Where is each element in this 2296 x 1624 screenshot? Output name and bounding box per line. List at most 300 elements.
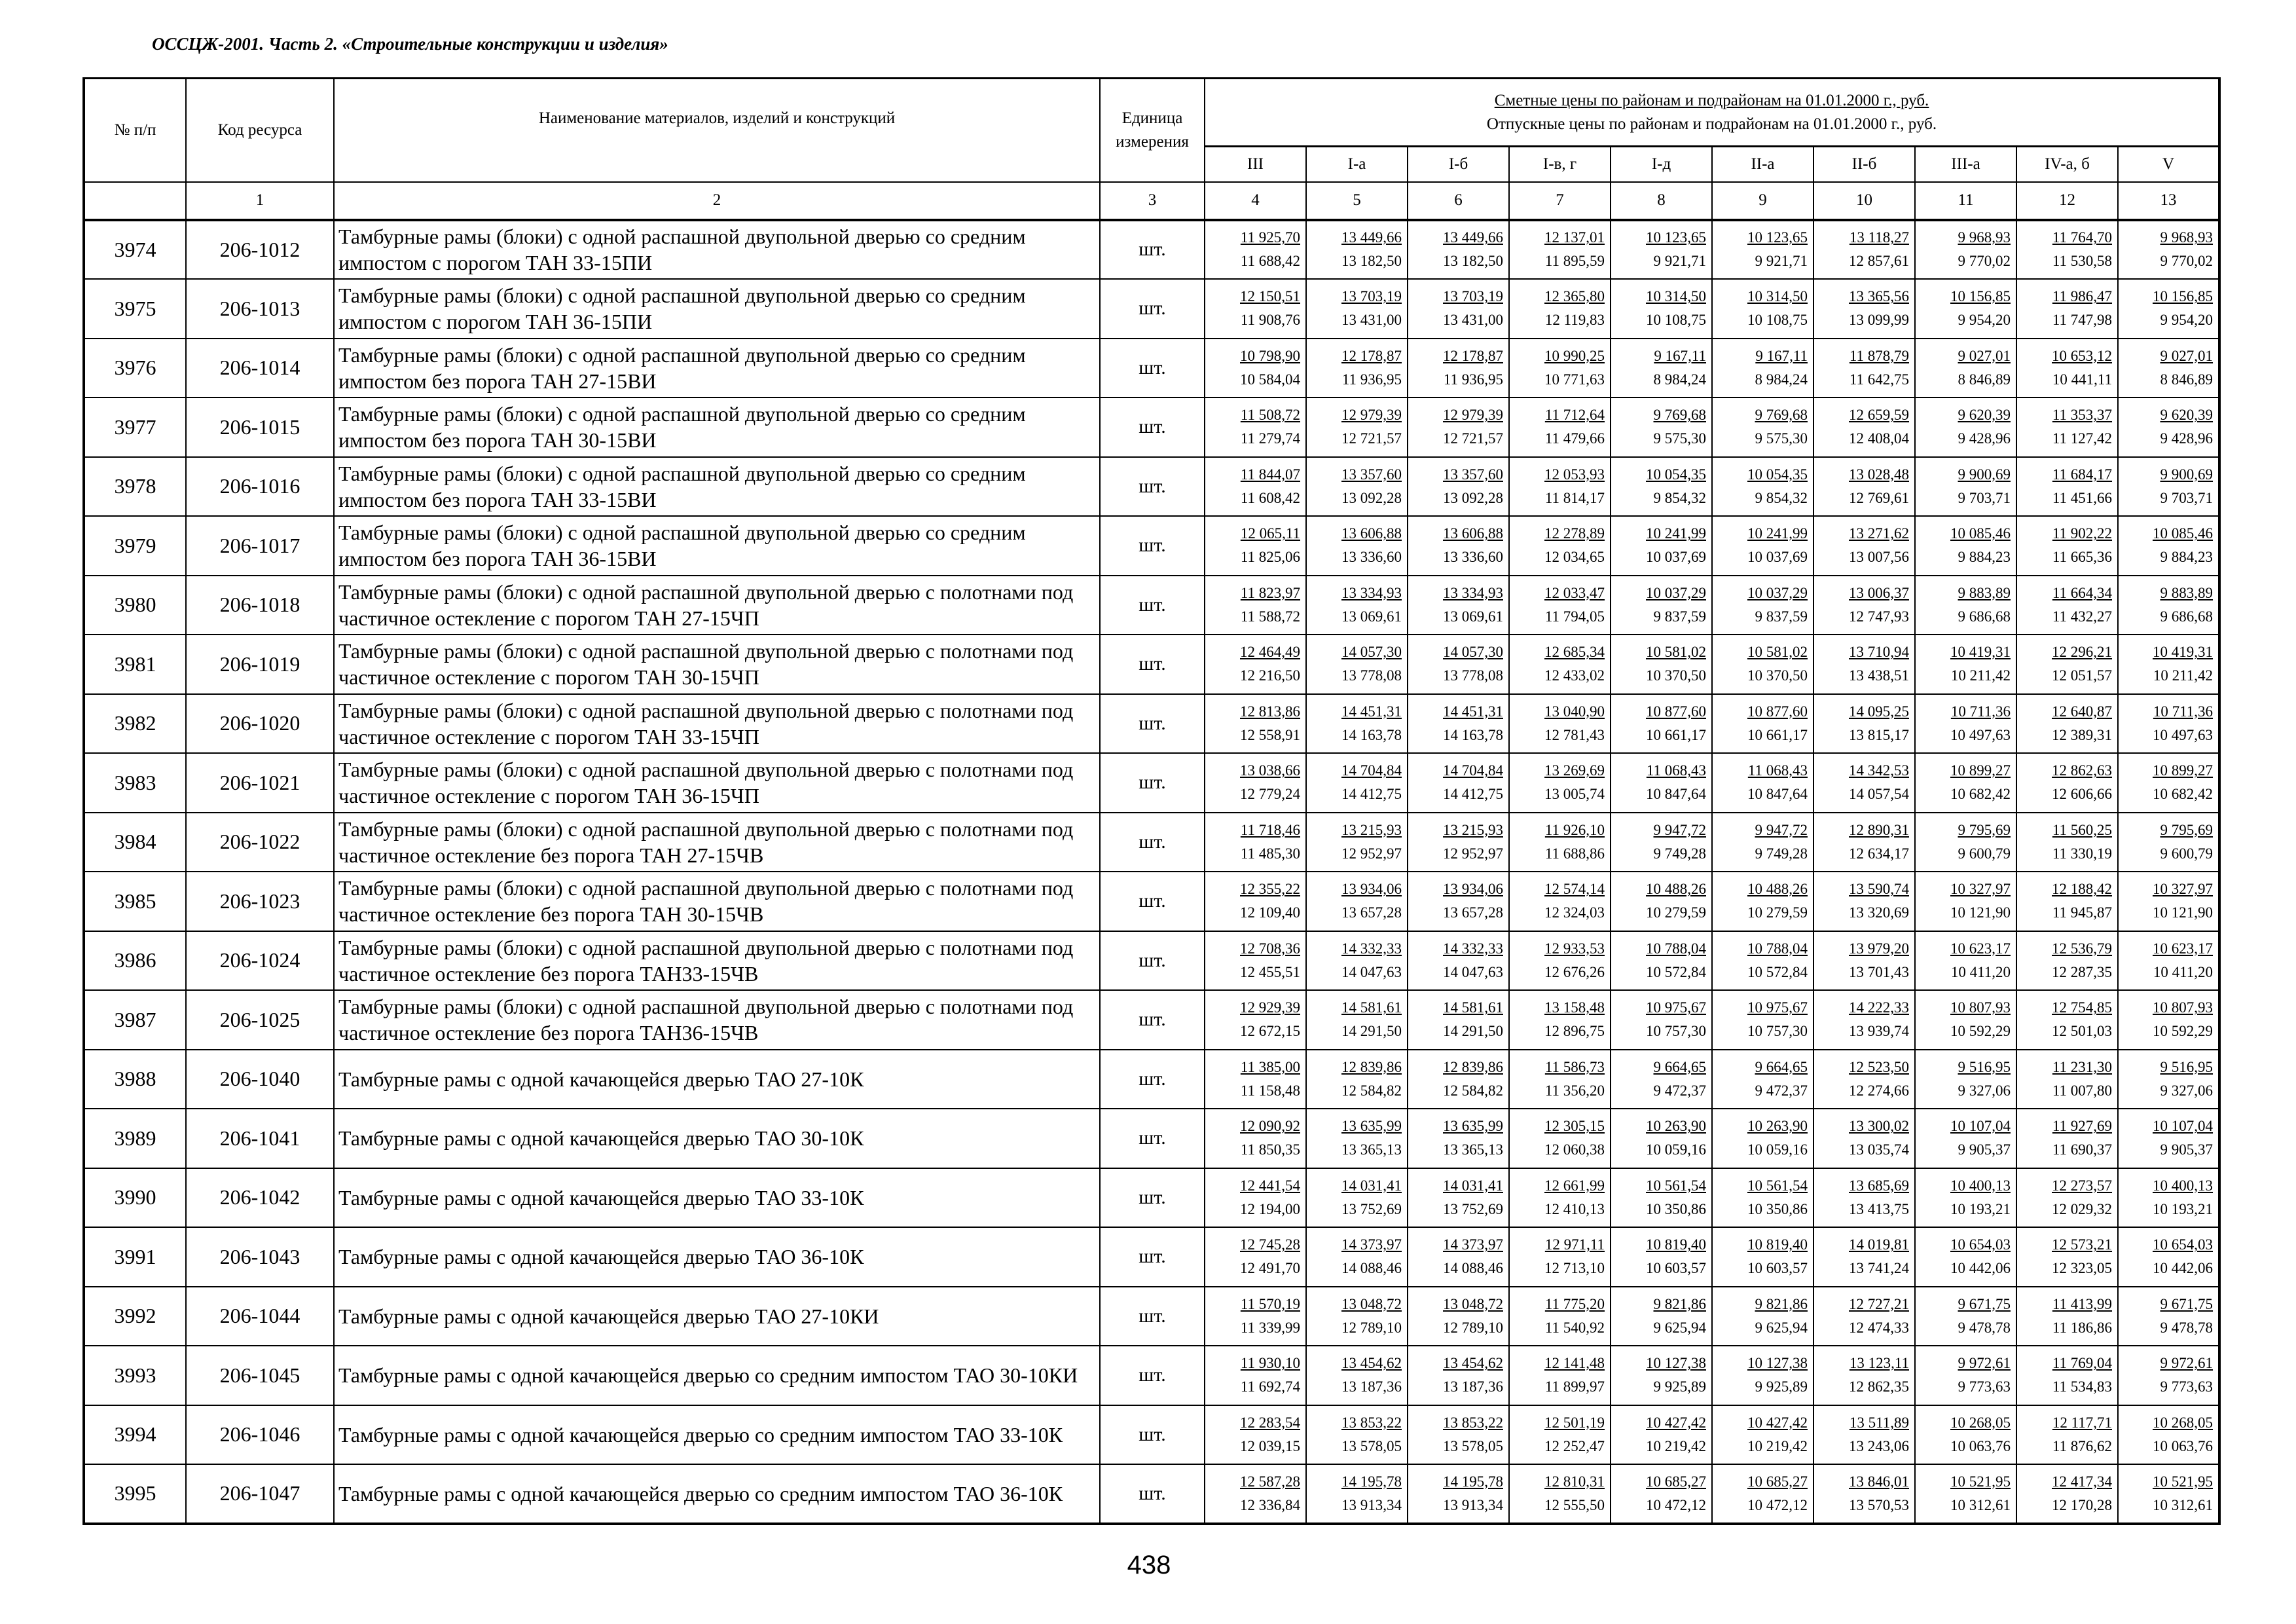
price-cell <box>1205 990 1306 1050</box>
price-cell <box>1306 1346 1408 1405</box>
release-price: 11 747,98 <box>2052 312 2112 329</box>
price-cell <box>1408 279 1509 339</box>
estimated-price: 10 263,90 <box>1747 1118 1808 1135</box>
price-cell <box>1205 339 1306 398</box>
column-number-blank <box>84 182 186 220</box>
estimated-price: 12 661,99 <box>1544 1177 1605 1194</box>
estimated-price: 9 027,01 <box>1958 347 2011 364</box>
item-name: Тамбурные рамы с одной качающейся дверью ТАО 30-10К <box>334 1109 1100 1168</box>
estimated-price: 13 006,37 <box>1849 584 1909 601</box>
price-cell <box>2118 1346 2219 1405</box>
table-header <box>84 79 2219 220</box>
estimated-price: 13 048,72 <box>1443 1295 1503 1312</box>
estimated-price: 10 156,85 <box>1950 288 2011 305</box>
price-cell <box>1306 457 1408 517</box>
release-price: 12 491,70 <box>1240 1260 1300 1277</box>
release-price: 12 779,24 <box>1240 786 1300 803</box>
estimated-price: 11 775,20 <box>1544 1295 1605 1312</box>
price-cell <box>1712 457 1813 517</box>
estimated-price: 11 560,25 <box>2052 821 2112 838</box>
item-name: Тамбурные рамы (блоки) с одной распашной двупольной дверью со средним импостом без порога ТАН 36-15ВИ <box>334 516 1100 576</box>
item-name: Тамбурные рамы (блоки) с одной распашной двупольной дверью с полотнами под частичное остекление с порогом ТАН 36-15ЧП <box>334 753 1100 813</box>
header-prices <box>1205 79 2219 147</box>
estimated-price: 11 231,30 <box>2052 1058 2112 1075</box>
price-cell <box>1712 1168 1813 1228</box>
release-price: 8 846,89 <box>2160 371 2214 388</box>
release-price: 10 193,21 <box>2153 1200 2214 1217</box>
price-cell <box>1712 1346 1813 1405</box>
estimated-price: 10 521,95 <box>1950 1473 2011 1490</box>
price-cell <box>1915 576 2016 635</box>
release-price: 13 365,13 <box>1341 1141 1402 1158</box>
estimated-price: 10 427,42 <box>1747 1414 1808 1431</box>
estimated-price: 11 353,37 <box>2052 407 2112 424</box>
price-cell <box>1408 1050 1509 1109</box>
price-cell <box>1205 1227 1306 1287</box>
release-price: 12 389,31 <box>2052 726 2112 743</box>
estimated-price: 12 283,54 <box>1240 1414 1300 1431</box>
estimated-price: 9 167,11 <box>1654 347 1706 364</box>
price-cell <box>2118 279 2219 339</box>
item-name: Тамбурные рамы с одной качающейся дверью ТАО 33-10К <box>334 1168 1100 1228</box>
release-price: 11 540,92 <box>1544 1319 1605 1336</box>
release-price: 12 952,97 <box>1341 845 1402 862</box>
estimated-price: 10 975,67 <box>1747 999 1808 1016</box>
region-header: II-а <box>1712 147 1813 182</box>
estimated-price: 14 095,25 <box>1849 703 1909 720</box>
item-name: Тамбурные рамы (блоки) с одной распашной двупольной дверью с полотнами под частичное остекление без порога ТАН33-15ЧВ <box>334 931 1100 991</box>
estimated-price: 10 268,05 <box>1950 1414 2011 1431</box>
release-price: 9 921,71 <box>1653 253 1706 270</box>
release-price: 9 854,32 <box>1653 489 1706 506</box>
price-cell <box>1306 635 1408 694</box>
price-cell <box>1205 872 1306 931</box>
release-price: 11 895,59 <box>1544 253 1605 270</box>
release-price: 11 339,99 <box>1240 1319 1300 1336</box>
release-price: 13 182,50 <box>1443 253 1503 270</box>
price-cell <box>1611 1464 1712 1524</box>
estimated-price: 9 167,11 <box>1755 347 1808 364</box>
release-price: 10 472,12 <box>1747 1496 1808 1513</box>
price-cell <box>1408 1464 1509 1524</box>
release-price: 11 608,42 <box>1240 489 1300 506</box>
price-cell <box>1509 1405 1611 1465</box>
price-cell <box>1306 694 1408 754</box>
estimated-price: 10 807,93 <box>1950 999 2011 1016</box>
price-cell <box>1712 1227 1813 1287</box>
estimated-price: 10 400,13 <box>1950 1177 2011 1194</box>
estimated-price: 9 516,95 <box>1958 1058 2011 1075</box>
estimated-price: 10 427,42 <box>1646 1414 1706 1431</box>
table-row <box>84 990 2219 1050</box>
column-number: 5 <box>1306 182 1408 220</box>
resource-code: 206-1047 <box>186 1464 334 1524</box>
estimated-price: 12 813,86 <box>1240 703 1300 720</box>
row-number: 3978 <box>84 457 186 517</box>
unit: шт. <box>1100 990 1205 1050</box>
estimated-price: 13 215,93 <box>1341 821 1402 838</box>
release-price: 13 069,61 <box>1341 608 1402 625</box>
price-cell <box>1611 220 1712 280</box>
estimated-price: 12 573,21 <box>2052 1236 2112 1253</box>
estimated-price: 10 419,31 <box>1950 644 2011 661</box>
release-price: 10 603,57 <box>1747 1260 1808 1277</box>
item-name: Тамбурные рамы (блоки) с одной распашной двупольной дверью со средним импостом с порогом ТАН 33-15ПИ <box>334 220 1100 280</box>
document-header: ОССЦЖ-2001. Часть 2. «Строительные конструкции и изделия» <box>152 34 668 54</box>
price-cell <box>1509 457 1611 517</box>
release-price: 9 478,78 <box>1958 1319 2011 1336</box>
price-cell <box>1915 1109 2016 1168</box>
price-cell <box>1712 694 1813 754</box>
release-price: 13 578,05 <box>1341 1437 1402 1454</box>
release-price: 12 336,84 <box>1240 1496 1300 1513</box>
table-row <box>84 1109 2219 1168</box>
price-cell <box>1306 872 1408 931</box>
release-price: 13 939,74 <box>1849 1023 1909 1040</box>
row-number: 3975 <box>84 279 186 339</box>
estimated-price: 14 222,33 <box>1849 999 1909 1016</box>
release-price: 12 408,04 <box>1849 430 1909 447</box>
release-price: 10 572,84 <box>1747 963 1808 980</box>
estimated-price: 13 703,19 <box>1341 288 1402 305</box>
estimated-price: 9 620,39 <box>1958 407 2011 424</box>
price-cell <box>1205 813 1306 872</box>
region-header: III-а <box>1915 147 2016 182</box>
column-number: 7 <box>1509 182 1611 220</box>
release-price: 12 558,91 <box>1240 726 1300 743</box>
estimated-price: 9 795,69 <box>1958 821 2011 838</box>
price-cell <box>1813 220 1915 280</box>
price-cell <box>1611 339 1712 398</box>
price-cell <box>2118 1464 2219 1524</box>
table-row <box>84 1405 2219 1465</box>
release-price: 12 170,28 <box>2052 1496 2112 1513</box>
price-cell <box>1408 516 1509 576</box>
table-row <box>84 753 2219 813</box>
unit: шт. <box>1100 753 1205 813</box>
estimated-price: 11 844,07 <box>1240 466 1300 483</box>
price-cell <box>2016 397 2118 457</box>
estimated-price: 10 314,50 <box>1646 288 1706 305</box>
estimated-price: 10 314,50 <box>1747 288 1808 305</box>
release-price: 13 320,69 <box>1849 904 1909 921</box>
estimated-price: 13 334,93 <box>1341 584 1402 601</box>
release-price: 11 936,95 <box>1443 371 1503 388</box>
release-price: 12 287,35 <box>2052 963 2112 980</box>
estimated-price: 11 508,72 <box>1240 407 1300 424</box>
price-cell <box>1408 397 1509 457</box>
estimated-price: 14 704,84 <box>1443 762 1503 779</box>
price-cell <box>1813 1109 1915 1168</box>
estimated-price: 9 972,61 <box>2160 1355 2214 1372</box>
estimated-price: 13 979,20 <box>1849 940 1909 957</box>
release-price: 10 312,61 <box>2153 1496 2214 1513</box>
table-row <box>84 1346 2219 1405</box>
resource-code: 206-1015 <box>186 397 334 457</box>
release-price: 9 749,28 <box>1653 845 1706 862</box>
price-cell <box>1205 694 1306 754</box>
price-cell <box>1813 279 1915 339</box>
estimated-price: 11 823,97 <box>1240 584 1300 601</box>
estimated-price: 9 883,89 <box>1958 584 2011 601</box>
release-price: 10 108,75 <box>1646 312 1706 329</box>
price-cell <box>2016 1109 2118 1168</box>
unit: шт. <box>1100 1405 1205 1465</box>
price-cell <box>1915 457 2016 517</box>
release-price: 10 037,69 <box>1646 549 1706 566</box>
estimated-price: 12 178,87 <box>1341 347 1402 364</box>
price-cell <box>1205 635 1306 694</box>
column-number: 1 <box>186 182 334 220</box>
release-price: 13 413,75 <box>1849 1200 1909 1217</box>
price-cell <box>1712 1287 1813 1346</box>
row-number: 3979 <box>84 516 186 576</box>
price-cell <box>1611 872 1712 931</box>
release-price: 14 412,75 <box>1443 786 1503 803</box>
price-cell <box>1611 635 1712 694</box>
price-cell <box>1509 1287 1611 1346</box>
estimated-price: 10 788,04 <box>1646 940 1706 957</box>
estimated-price: 12 640,87 <box>2052 703 2112 720</box>
price-cell <box>1712 813 1813 872</box>
price-cell <box>2118 753 2219 813</box>
price-cell <box>2118 1227 2219 1287</box>
estimated-price: 12 065,11 <box>1240 525 1300 542</box>
price-cell <box>1205 279 1306 339</box>
release-price: 12 606,66 <box>2052 786 2112 803</box>
estimated-price: 13 449,66 <box>1443 229 1503 246</box>
unit: шт. <box>1100 872 1205 931</box>
column-number: 3 <box>1100 182 1205 220</box>
estimated-price: 10 819,40 <box>1747 1236 1808 1253</box>
price-cell <box>1509 1464 1611 1524</box>
release-price: 12 634,17 <box>1849 845 1909 862</box>
price-cell <box>1306 990 1408 1050</box>
estimated-price: 11 930,10 <box>1240 1355 1300 1372</box>
region-header: V <box>2118 147 2219 182</box>
estimated-price: 13 038,66 <box>1240 762 1300 779</box>
estimated-price: 13 454,62 <box>1341 1355 1402 1372</box>
price-cell <box>1205 1168 1306 1228</box>
price-cell <box>1509 220 1611 280</box>
release-price: 9 478,78 <box>2160 1319 2214 1336</box>
price-cell <box>1915 1464 2016 1524</box>
price-cell <box>1915 872 2016 931</box>
estimated-price: 11 925,70 <box>1240 229 1300 246</box>
row-number: 3985 <box>84 872 186 931</box>
estimated-price: 12 053,93 <box>1544 466 1605 483</box>
estimated-price: 13 710,94 <box>1849 644 1909 661</box>
price-cell <box>1813 339 1915 398</box>
release-price: 13 570,53 <box>1849 1496 1909 1513</box>
release-price: 13 365,13 <box>1443 1141 1503 1158</box>
item-name: Тамбурные рамы (блоки) с одной распашной двупольной дверью со средним импостом с порогом ТАН 36-15ПИ <box>334 279 1100 339</box>
estimated-price: 11 068,43 <box>1747 762 1808 779</box>
estimated-price: 11 413,99 <box>2052 1295 2112 1312</box>
estimated-price: 13 606,88 <box>1443 525 1503 542</box>
release-price: 13 431,00 <box>1443 312 1503 329</box>
estimated-price: 13 846,01 <box>1849 1473 1909 1490</box>
estimated-price: 13 635,99 <box>1341 1118 1402 1135</box>
price-cell <box>1712 220 1813 280</box>
table-row <box>84 1168 2219 1228</box>
estimated-price: 9 664,65 <box>1653 1058 1706 1075</box>
table-row <box>84 339 2219 398</box>
release-price: 10 108,75 <box>1747 312 1808 329</box>
estimated-price: 10 123,65 <box>1646 229 1706 246</box>
price-cell <box>2118 694 2219 754</box>
header-code: Код ресурса <box>186 79 334 182</box>
release-price: 13 657,28 <box>1443 904 1503 921</box>
estimated-price: 11 684,17 <box>2052 466 2112 483</box>
estimated-price: 12 117,71 <box>2052 1414 2112 1431</box>
release-price: 9 428,96 <box>1958 430 2011 447</box>
price-cell <box>2016 872 2118 931</box>
unit: шт. <box>1100 1464 1205 1524</box>
estimated-price: 10 899,27 <box>1950 762 2011 779</box>
price-cell <box>1306 1405 1408 1465</box>
price-cell <box>1813 635 1915 694</box>
release-price: 13 187,36 <box>1443 1378 1503 1395</box>
estimated-price: 14 373,97 <box>1341 1236 1402 1253</box>
estimated-price: 10 623,17 <box>2153 940 2214 957</box>
item-name: Тамбурные рамы с одной качающейся дверью со средним импостом ТАО 30-10КИ <box>334 1346 1100 1405</box>
estimated-price: 13 703,19 <box>1443 288 1503 305</box>
release-price: 9 770,02 <box>1958 253 2011 270</box>
unit: шт. <box>1100 339 1205 398</box>
release-price: 9 773,63 <box>1958 1378 2011 1395</box>
release-price: 11 186,86 <box>2052 1319 2112 1336</box>
price-cell <box>1915 1168 2016 1228</box>
release-price: 10 497,63 <box>1950 726 2011 743</box>
release-price: 14 291,50 <box>1443 1023 1503 1040</box>
release-price: 13 007,56 <box>1849 549 1909 566</box>
release-price: 9 575,30 <box>1653 430 1706 447</box>
release-price: 14 088,46 <box>1341 1260 1402 1277</box>
release-price: 10 211,42 <box>2153 667 2214 684</box>
release-price: 9 905,37 <box>1958 1141 2011 1158</box>
release-price: 11 692,74 <box>1240 1378 1300 1395</box>
release-price: 10 121,90 <box>2153 904 2214 921</box>
release-price: 12 034,65 <box>1544 549 1605 566</box>
release-price: 10 592,29 <box>1950 1023 2011 1040</box>
price-cell <box>1915 1227 2016 1287</box>
estimated-price: 11 764,70 <box>2052 229 2112 246</box>
estimated-price: 13 048,72 <box>1341 1295 1402 1312</box>
price-cell <box>1611 1287 1712 1346</box>
estimated-price: 10 400,13 <box>2153 1177 2214 1194</box>
price-cell <box>1915 1346 2016 1405</box>
estimated-price: 14 342,53 <box>1849 762 1909 779</box>
release-price: 9 625,94 <box>1653 1319 1706 1336</box>
release-price: 10 757,30 <box>1646 1023 1706 1040</box>
resource-code: 206-1021 <box>186 753 334 813</box>
price-cell <box>2016 1464 2118 1524</box>
estimated-price: 9 900,69 <box>2160 466 2214 483</box>
estimated-price: 10 975,67 <box>1646 999 1706 1016</box>
release-price: 10 121,90 <box>1950 904 2011 921</box>
row-number: 3984 <box>84 813 186 872</box>
price-cell <box>1915 339 2016 398</box>
release-price: 9 686,68 <box>1958 608 2011 625</box>
release-price: 11 665,36 <box>2052 549 2112 566</box>
table-row <box>84 813 2219 872</box>
estimated-price: 10 990,25 <box>1544 347 1605 364</box>
release-price: 9 472,37 <box>1755 1082 1808 1099</box>
price-cell <box>2016 1168 2118 1228</box>
row-number: 3977 <box>84 397 186 457</box>
estimated-price: 12 305,15 <box>1544 1118 1605 1135</box>
price-cell <box>1509 1227 1611 1287</box>
row-number: 3995 <box>84 1464 186 1524</box>
estimated-price: 14 581,61 <box>1443 999 1503 1016</box>
release-price: 12 410,13 <box>1544 1200 1605 1217</box>
release-price: 12 109,40 <box>1240 904 1300 921</box>
table-row <box>84 1287 2219 1346</box>
estimated-price: 12 754,85 <box>2052 999 2112 1016</box>
estimated-price: 9 671,75 <box>2160 1295 2214 1312</box>
estimated-price: 11 586,73 <box>1544 1058 1605 1075</box>
release-price: 12 857,61 <box>1849 253 1909 270</box>
price-cell <box>2016 220 2118 280</box>
release-price: 12 039,15 <box>1240 1437 1300 1454</box>
release-price: 9 575,30 <box>1755 430 1808 447</box>
row-number: 3974 <box>84 220 186 280</box>
price-cell <box>1205 1287 1306 1346</box>
release-price: 10 059,16 <box>1646 1141 1706 1158</box>
price-cell <box>1205 931 1306 991</box>
release-price: 13 701,43 <box>1849 963 1909 980</box>
table-row <box>84 1227 2219 1287</box>
release-price: 12 862,35 <box>1849 1378 1909 1395</box>
price-cell <box>1611 1168 1712 1228</box>
resource-code: 206-1042 <box>186 1168 334 1228</box>
release-price: 11 330,19 <box>2052 845 2112 862</box>
release-price: 12 029,32 <box>2052 1200 2112 1217</box>
release-price: 8 846,89 <box>1958 371 2011 388</box>
resource-code: 206-1023 <box>186 872 334 931</box>
price-cell <box>1408 576 1509 635</box>
estimated-price: 14 057,30 <box>1341 644 1402 661</box>
price-cell <box>1205 1405 1306 1465</box>
price-cell <box>1306 397 1408 457</box>
release-price: 9 921,71 <box>1755 253 1808 270</box>
release-price: 10 847,64 <box>1646 786 1706 803</box>
estimated-price: 13 590,74 <box>1849 881 1909 898</box>
price-cell <box>2118 516 2219 576</box>
release-price: 10 037,69 <box>1747 549 1808 566</box>
release-price: 9 749,28 <box>1755 845 1808 862</box>
price-cell <box>1205 576 1306 635</box>
unit: шт. <box>1100 220 1205 280</box>
price-cell <box>1813 1227 1915 1287</box>
release-price: 13 657,28 <box>1341 904 1402 921</box>
estimated-price: 11 769,04 <box>2052 1355 2112 1372</box>
release-price: 13 741,24 <box>1849 1260 1909 1277</box>
estimated-price: 12 355,22 <box>1240 881 1300 898</box>
estimated-price: 10 054,35 <box>1747 466 1808 483</box>
price-cell <box>1712 516 1813 576</box>
resource-code: 206-1025 <box>186 990 334 1050</box>
price-cell <box>1408 339 1509 398</box>
estimated-price: 12 708,36 <box>1240 940 1300 957</box>
release-price: 9 925,89 <box>1653 1378 1706 1395</box>
estimated-price: 10 241,99 <box>1747 525 1808 542</box>
unit: шт. <box>1100 1227 1205 1287</box>
estimated-price: 14 332,33 <box>1443 940 1503 957</box>
estimated-price: 13 158,48 <box>1544 999 1605 1016</box>
release-price: 13 752,69 <box>1341 1200 1402 1217</box>
